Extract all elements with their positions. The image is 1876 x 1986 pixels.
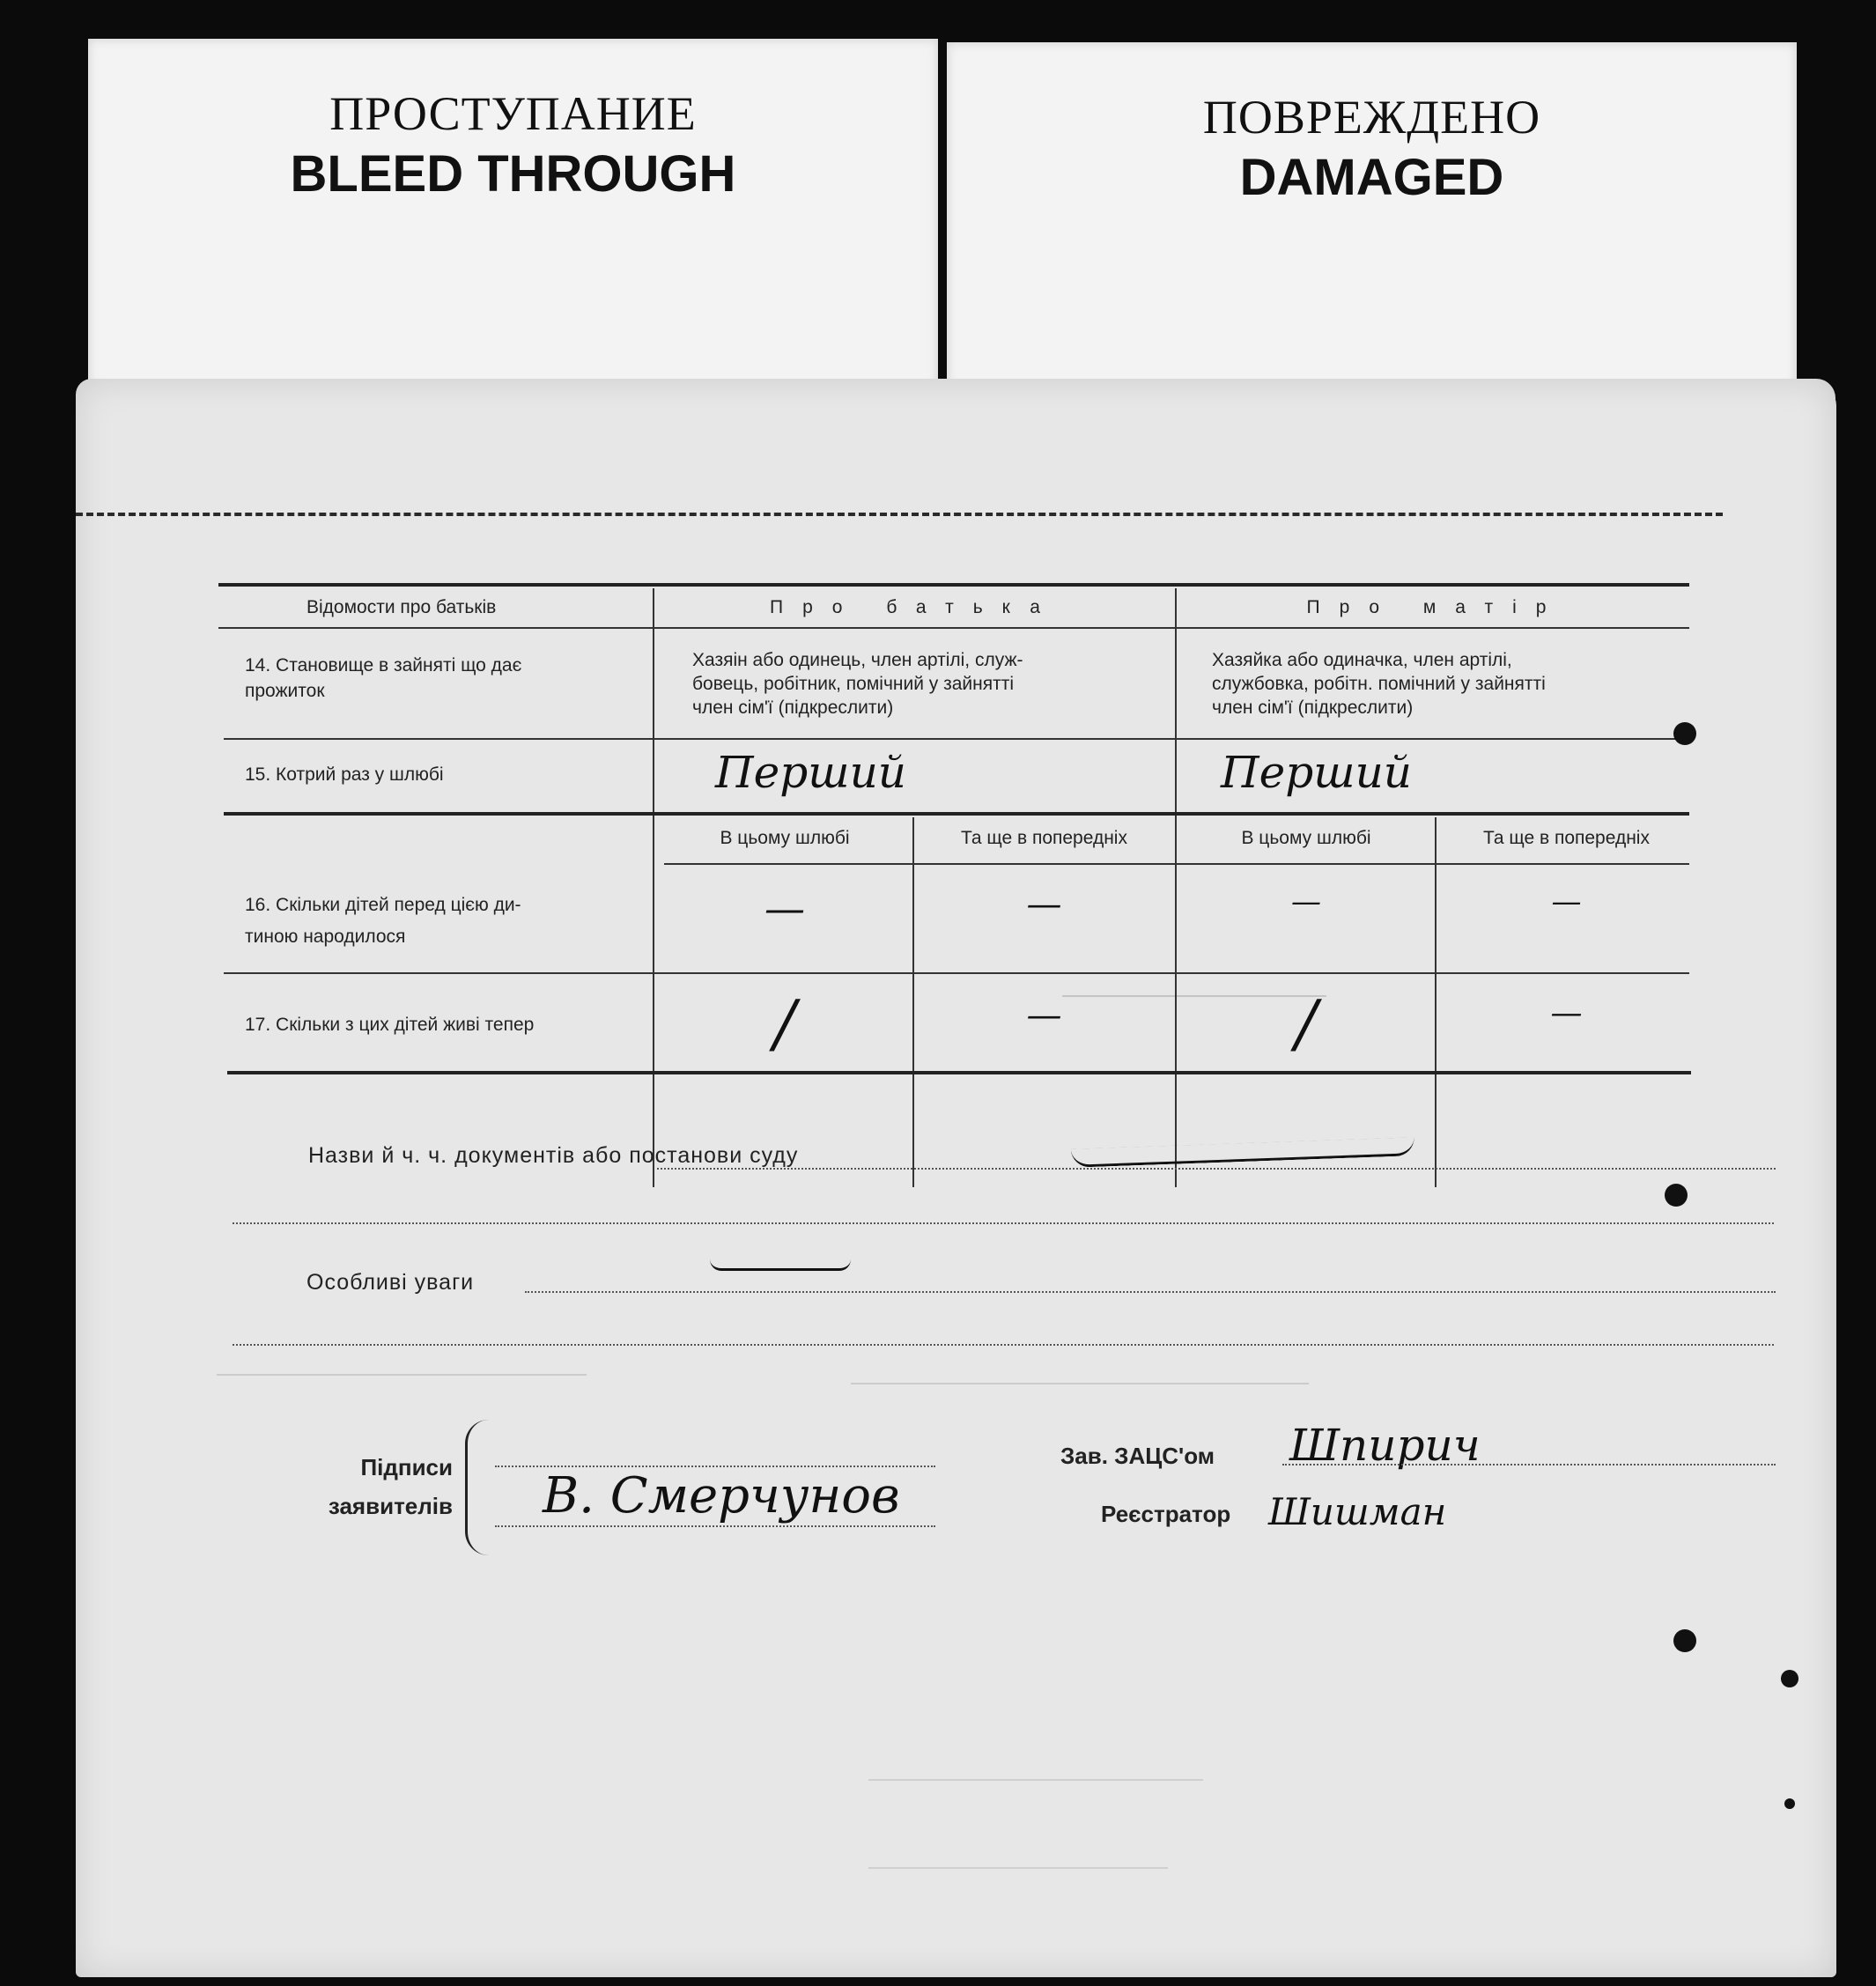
row17-father-this-value: / [773, 986, 796, 1060]
documents-fill-line-2 [233, 1222, 1774, 1224]
punch-hole [1665, 1184, 1688, 1207]
row17-father-previous-value: — [1026, 995, 1062, 1036]
perforation-line [76, 513, 1723, 516]
row14-father-options [692, 648, 1168, 720]
documents-dash [1071, 1137, 1414, 1168]
row16-father-this-value: — [764, 884, 805, 932]
row14-label-line1: 14. Становище в зайняті що дає [245, 655, 522, 676]
row16-mother-this-value: — [1291, 884, 1321, 919]
row17-label: 17. Скільки з цих дітей живі тепер [245, 1015, 535, 1035]
punch-hole [1784, 1798, 1795, 1809]
remarks-fill-line-2 [233, 1344, 1774, 1346]
bleed-through-label-en: BLEED THROUGH [290, 145, 736, 203]
row16-label-line2: тиною народилося [245, 927, 406, 947]
bleed-through-mark [868, 1841, 1168, 1869]
row14-mother-line3: член сім'ї (підкреслити) [1212, 698, 1414, 718]
zags-head-line [1282, 1464, 1776, 1466]
row16-mother-previous-value: — [1551, 884, 1582, 919]
bleed-through-card [88, 39, 938, 400]
row16-rule [224, 972, 1689, 974]
signatures-label-line1: Підписи [360, 1454, 453, 1480]
form-sheet [76, 379, 1835, 1977]
row14-label [245, 653, 650, 703]
documents-label: Назви й ч. ч. документів або постанови суду [308, 1143, 799, 1168]
damaged-label-en: DAMAGED [1239, 149, 1504, 206]
punch-hole [1781, 1670, 1798, 1687]
documents-fill-line [657, 1168, 1776, 1170]
row14-mother-line1: Хазяйка або одиначка, член артілі, [1212, 650, 1512, 670]
table-top-rule [218, 583, 1689, 587]
bleed-through-mark [217, 1347, 587, 1376]
signatures-brace [465, 1420, 489, 1555]
remarks-fill-line [525, 1291, 1776, 1293]
remarks-dash [710, 1259, 851, 1271]
signatures-label [294, 1448, 453, 1525]
row14-mother-options [1212, 648, 1688, 720]
table-header-label: Відомости про батьків [307, 597, 497, 617]
bleed-through-mark [851, 1356, 1309, 1384]
signature-line-2 [495, 1525, 935, 1527]
row17-mother-this-value: / [1295, 986, 1318, 1060]
row16-label-line1: 16. Скільки дітей перед цією ди- [245, 895, 521, 915]
row14-label-line2: прожиток [245, 681, 325, 701]
registrar-label: Реєстратор [1101, 1501, 1231, 1527]
row15-label: 15. Котрий раз у шлюбі [245, 764, 444, 785]
row14-mother-line2: службовка, робітн. помічний у зайнятті [1212, 674, 1546, 694]
remarks-label: Особливі уваги [307, 1270, 475, 1295]
registrar-signature: Шишман [1268, 1490, 1447, 1533]
table-col-divider [1175, 588, 1177, 1187]
subheader-father-previous: Та ще в попередніх [961, 828, 1127, 848]
row16-label [245, 890, 650, 953]
table-col-divider [653, 588, 654, 1187]
row14-father-line3: член сім'ї (підкреслити) [692, 698, 894, 718]
column-father-header: Про батька [770, 597, 1060, 617]
table-bottom-rule [227, 1071, 1691, 1074]
row14-rule [224, 738, 1689, 740]
applicant-signature: В. Смерчунов [543, 1467, 900, 1525]
row15-rule [224, 812, 1689, 816]
punch-hole [1673, 1629, 1696, 1652]
subheader-mother-previous: Та ще в попередніх [1483, 828, 1650, 848]
zags-head-label: Зав. ЗАЦС'ом [1060, 1443, 1215, 1469]
row15-mother-value: Перший [1221, 747, 1412, 798]
bleed-through-label-ru: ПРОСТУПАНИЕ [329, 87, 697, 140]
punch-hole [1673, 722, 1696, 745]
column-mother-header: Про матір [1306, 597, 1566, 617]
bleed-through-mark [868, 1753, 1203, 1781]
damaged-label-ru: ПОВРЕЖДЕНО [1202, 91, 1541, 144]
row15-father-value: Перший [715, 747, 906, 798]
subheader-rule [664, 863, 1689, 865]
subheader-mother-this-marriage: В цьому шлюбі [1241, 828, 1371, 848]
row14-father-line1: Хазяін або одинець, член артілі, служ- [692, 650, 1023, 670]
zags-head-signature: Шпирич [1289, 1420, 1481, 1471]
row17-mother-previous-value: — [1550, 995, 1583, 1031]
damaged-card [947, 42, 1797, 403]
signatures-label-line2: заявителів [328, 1493, 453, 1519]
row16-father-previous-value: — [1026, 884, 1062, 925]
table-header-rule [218, 627, 1689, 629]
subheader-father-this-marriage: В цьому шлюбі [720, 828, 850, 848]
row14-father-line2: бовець, робітник, помічний у зайнятті [692, 674, 1015, 694]
